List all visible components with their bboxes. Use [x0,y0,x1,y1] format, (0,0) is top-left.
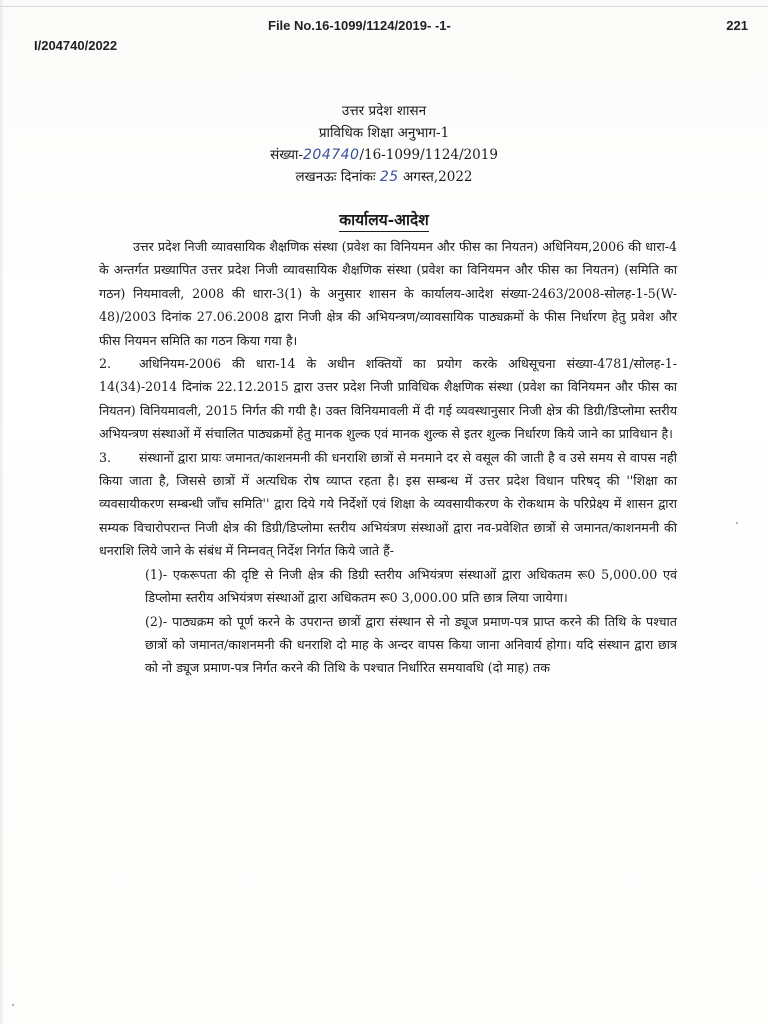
file-number: File No.16-1099/1124/2019- -1- [268,18,451,33]
page-number: 221 [726,18,748,33]
order-date [0,166,768,188]
paragraph-3 [99,446,677,563]
department-name: प्राविधिक शिक्षा अनुभाग-1 [318,125,450,141]
scan-speck [736,522,738,524]
order-date-label: लखनऊः दिनांकः [295,169,376,185]
paragraph-2-text: अधिनियम-2006 की धारा-14 के अधीन शक्तियों का प्रयोग करके अधिसूचना संख्या-4781/सोलह-1-14(34)-2014 दिनांक 22.12.2015 द्वारा उत्तर प्रदेश निजी प्राविधिक शैक्षणिक संस्था (प्रवेश का विनियमन और फीस का नियतन) विनियमावली, 2015 निर्गत की गयी है। उक्त विनियमावली में दी गई व्यवस्थानुसार निजी क्षेत्र की डिग्री/डिप्लोमा स्तरीय अभियन्त्रण संस्थाओं में संचालित पाठ्यक्रमों हेतु मानक शुल्क एवं मानक शुल्क से इतर शुल्क निर्धारण किये जाने का प्राविधान है। [99,356,677,442]
order-number-label: संख्या- [270,147,303,163]
letterhead [0,100,768,188]
sub-paragraph-2: (2)- पाठ्यक्रम को पूर्ण करने के उपरान्त छात्रों द्वारा संस्थान से नो ड्यूज प्रमाण-पत्र प्राप्त करने की तिथि के पश्चात छात्रों को जमानत/काशनमनी की धनराशि दो माह के अन्दर वापस किया जाना अनिवार्य होगा। यदि संस्थान द्वारा छात्र को नो ड्यूज प्रमाण-पत्र निर्गत करने की तिथि के पश्चात निर्धारित समयावधि (दो माह) तक [145,613,677,676]
order-number [0,144,768,166]
order-number-handwritten: 204740 [303,147,360,163]
order-date-rest: अगस्त,2022 [402,169,473,185]
paragraph-3-text: संस्थानों द्वारा प्रायः जमानत/काशनमनी की धनराशि छात्रों से मनमाने दर से वसूल की जाती है व उसे समय से वापस नही किया जाता है, जिससे छात्रों में अत्यधिक रोष व्याप्त रहता है। इस सम्बन्ध में उत्तर प्रदेश विधान परिषद् की ''शिक्षा का व्यवसायीकरण सम्बन्धी जाँच समिति'' द्वारा दिये गये निर्देशों एवं शिक्षा के व्यवसायीकरण के रोकथाम के परिप्रेक्ष्य में शासन द्वारा सम्यक विचारोपरान्त निजी क्षेत्र की डिग्री/डिप्लोमा स्तरीय अभियंत्रण संस्थाओं द्वारा नव-प्रवेशित छात्रों से जमानत/काशनमनी की धनराशि लिये जाने के संबंध में निम्नवत् निर्देश निर्गत किये जाते हैं- [99,449,677,559]
order-number-rest: /16-1099/1124/2019 [359,147,498,163]
government-name: उत्तर प्रदेश शासन [341,103,427,119]
document-title [0,208,768,232]
scan-speck [12,1004,14,1006]
document-body [99,235,677,680]
paragraph-2-number: 2. [99,356,112,372]
paragraph-2 [99,352,677,446]
paragraph-1: उत्तर प्रदेश निजी व्यावसायिक शैक्षणिक संस्था (प्रवेश का विनियमन और फीस का नियतन) अधिनियम,2006 की धारा-4 के अन्तर्गत प्रख्यापित उत्तर प्रदेश निजी व्यावसायिक शैक्षणिक संस्था (प्रवेश का विनियमन और फीस का नियतन) (समिति का गठन) नियमावली, 2008 की धारा-3(1) के अनुसार शासन के कार्यालय-आदेश संख्या-2463/2008-सोलह-1-5(W-48)/2003 दिनांक 27.06.2008 द्वारा निजी क्षेत्र की अभियन्त्रण/व्यावसायिक पाठ्यक्रमों के फीस निर्धारण हेतु प्रवेश और फीस नियमन समिति का गठन किया गया है। [99,239,677,348]
page-top-edge [0,6,768,7]
reference-number: I/204740/2022 [34,38,118,53]
order-date-handwritten: 25 [379,169,399,185]
document-title-text: कार्यालय-आदेश [339,208,428,232]
sub-paragraph-1: (1)- एकरूपता की दृष्टि से निजी क्षेत्र की डिग्री स्तरीय अभियंत्रण संस्थाओं द्वारा अधिकतम रू0 5,000.00 एवं डिप्लोमा स्तरीय अभियंत्रण संस्थाओं द्वारा अधिकतम रू0 3,000.00 प्रति छात्र लिया जायेगा। [145,566,677,606]
paragraph-3-number: 3. [99,449,112,465]
